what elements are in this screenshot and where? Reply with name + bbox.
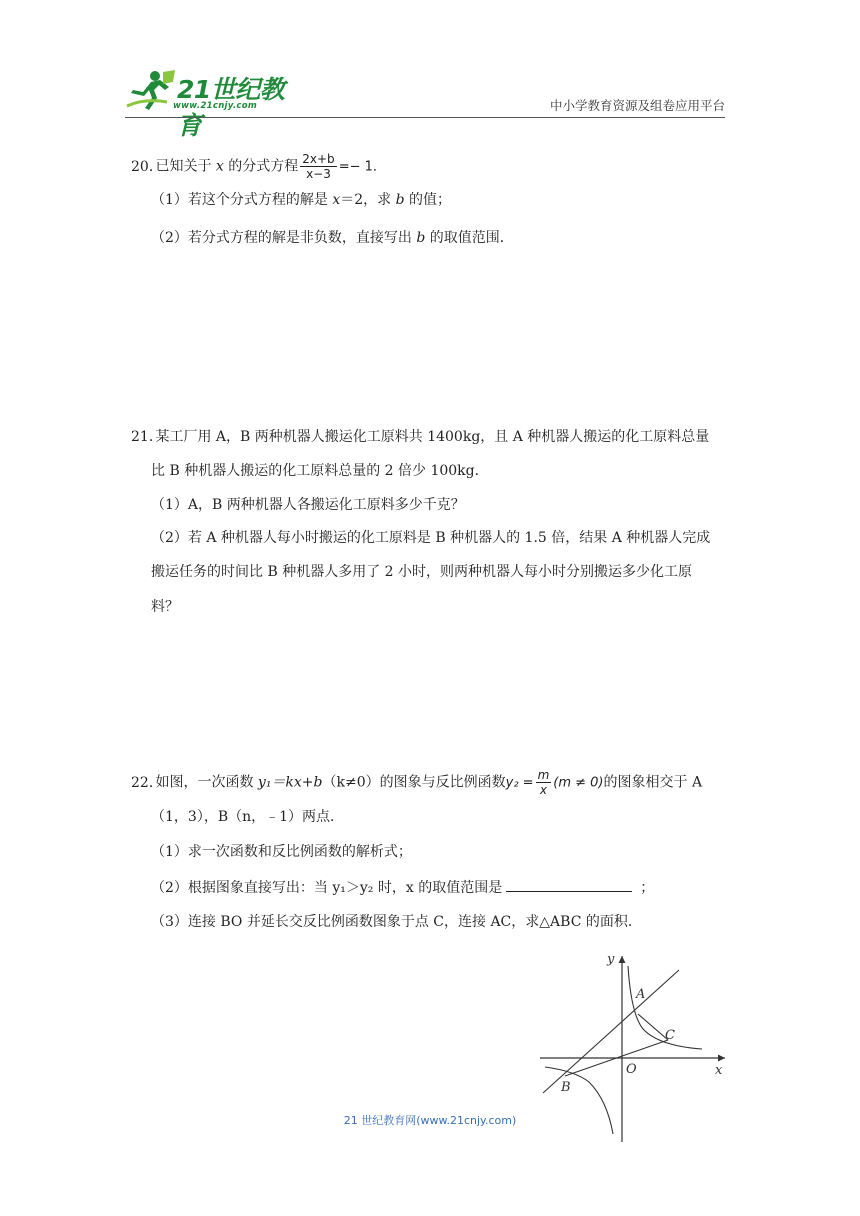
q20-text-mid: 的分式方程	[223, 158, 299, 175]
page-footer: 21 世纪教育网(www.21cnjy.com)	[343, 1114, 517, 1127]
runner-icon	[125, 68, 177, 112]
q22-fraction	[536, 768, 552, 797]
q22-p2-pre: （2）根据图象直接写出：当 y₁＞y₂ 时，x 的取值范围是	[151, 880, 503, 896]
logo	[125, 68, 295, 140]
q21-line-2: 比 B 种机器人搬运的化工原料总量的 2 倍少 100kg．	[151, 463, 489, 479]
q20-p1-b: b	[395, 192, 405, 208]
label-o: O	[626, 1062, 637, 1077]
question-number: 21．	[131, 429, 163, 445]
q20-var-x: x	[215, 158, 224, 175]
q20-part-2	[151, 228, 514, 248]
q20-text-pre: 已知关于	[155, 158, 216, 175]
question-20	[131, 152, 386, 181]
label-c: C	[665, 1028, 675, 1043]
label-a: A	[636, 987, 646, 1002]
q22-p2-post: ；	[640, 880, 655, 896]
question-number: 22．	[131, 774, 163, 791]
q22-line-2: （1，3），B（n，﹣1）两点．	[151, 809, 345, 825]
q21-part-2-line-1: （2）若 A 种机器人每小时搬运的化工原料是 B 种机器人的 1.5 倍，结果 A 种机器人完成	[151, 530, 711, 546]
q20-frac-num: 2x+b	[302, 152, 335, 166]
label-y: y	[607, 952, 615, 967]
q20-p2-post: 的取值范围．	[425, 230, 514, 246]
logo-url: www.21cnjy.com	[173, 101, 257, 111]
q22-frac-den: x	[539, 783, 547, 797]
q22-part-2	[151, 877, 654, 898]
q22-inverse-func: y₂ =	[505, 775, 534, 791]
q20-p2-b: b	[416, 230, 426, 246]
q22-part-1: （1）求一次函数和反比例函数的解析式；	[151, 844, 412, 860]
q20-part-1	[151, 190, 451, 210]
label-b: B	[561, 1080, 571, 1095]
q22-cond-m: (m ≠ 0)	[553, 775, 604, 791]
q22-linear-func: y₁＝kx+b	[257, 774, 323, 791]
q22-cond-k: （k≠0）	[322, 774, 380, 791]
header-platform-text: 中小学教育资源及组卷应用平台	[549, 98, 725, 113]
q22-line1-post: 的图象相交于 A	[603, 774, 703, 791]
q22-frac-num: m	[537, 768, 550, 782]
q20-fraction	[300, 152, 336, 181]
q20-p1-mid: ＝2，求	[340, 192, 396, 208]
q20-text-post: =− 1．	[338, 159, 386, 175]
q22-line1-mid: 的图象与反比例函数	[379, 774, 506, 791]
question-number: 20．	[131, 158, 163, 175]
q22-line1-pre: 如图，一次函数	[155, 774, 258, 791]
answer-blank[interactable]	[506, 877, 632, 892]
page-header	[125, 60, 725, 140]
q21-part-2-line-2: 搬运任务的时间比 B 种机器人多用了 2 小时，则两种机器人每小时分别搬运多少化工原	[151, 564, 692, 580]
q20-p2-pre: （2）若分式方程的解是非负数，直接写出	[151, 230, 417, 246]
q21-line-1: 某工厂用 A，B 两种机器人搬运化工原料共 1400kg，且 A 种机器人搬运的化工原料总量	[155, 429, 710, 445]
q20-p1-pre: （1）若这个分式方程的解是	[151, 192, 333, 208]
header-divider	[125, 117, 725, 118]
q20-frac-den: x−3	[306, 167, 331, 181]
q22-part-3: （3）连接 BO 并延长交反比例函数图象于点 C，连接 AC，求△ABC 的面积．	[151, 914, 642, 930]
q20-p1-x: x	[332, 192, 341, 208]
label-x: x	[715, 1063, 723, 1078]
q21-part-2-line-3: 料？	[151, 599, 179, 615]
q20-p1-post: 的值；	[404, 192, 452, 208]
q21-part-1: （1）A，B 两种机器人各搬运化工原料多少千克？	[151, 497, 465, 513]
segment-ac	[638, 1014, 668, 1040]
question-22	[131, 768, 702, 797]
logo-text: 21世纪教育	[177, 75, 285, 140]
question-21	[131, 427, 709, 447]
